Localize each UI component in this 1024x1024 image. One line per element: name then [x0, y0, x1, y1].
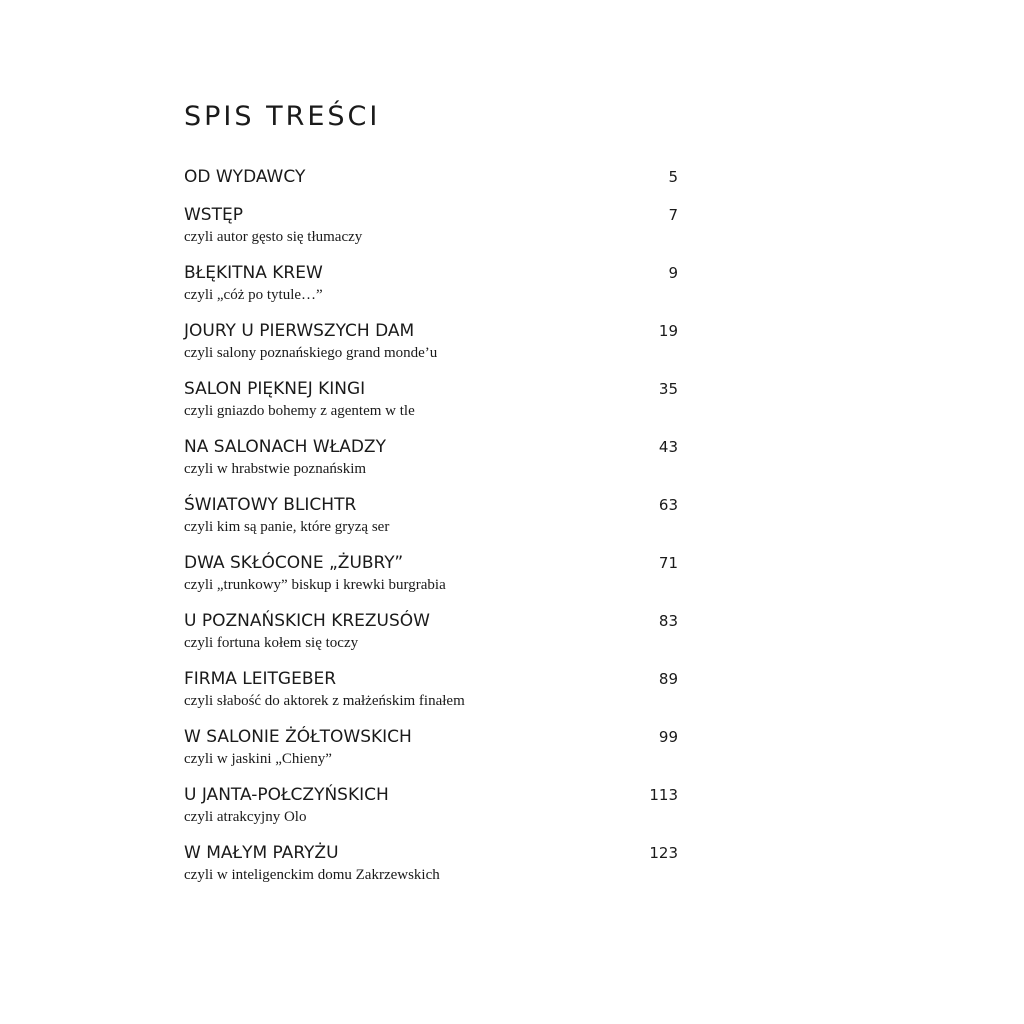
toc-entry[interactable]	[184, 552, 678, 610]
toc-entry-page-number: 123	[649, 844, 678, 862]
toc-entry-page-number: 43	[658, 438, 678, 456]
toc-entry-subtitle: czyli salony poznańskiego grand monde’u	[184, 345, 438, 361]
toc-entry-heading: NA SALONACH WŁADZY	[184, 437, 386, 457]
toc-entry-heading: W SALONIE ŻÓŁTOWSKICH	[184, 727, 412, 747]
toc-entry-subtitle: czyli w jaskini „Chieny”	[184, 751, 332, 767]
toc-entry-heading: ŚWIATOWY BLICHTR	[184, 495, 357, 515]
toc-entry-page-number: 19	[658, 322, 678, 340]
toc-entry[interactable]	[184, 320, 678, 378]
table-of-contents	[184, 166, 678, 900]
toc-entry-heading: W MAŁYM PARYŻU	[184, 843, 339, 863]
toc-entry[interactable]	[184, 668, 678, 726]
toc-entry-subtitle: czyli fortuna kołem się toczy	[184, 635, 359, 651]
toc-entry[interactable]	[184, 494, 678, 552]
toc-entry-page-number: 35	[658, 380, 678, 398]
toc-entry-page-number: 5	[668, 168, 678, 186]
toc-entry-heading: BŁĘKITNA KREW	[184, 263, 323, 283]
toc-entry[interactable]	[184, 262, 678, 320]
toc-entry-subtitle: czyli autor gęsto się tłumaczy	[184, 229, 363, 245]
toc-entry-subtitle: czyli atrakcyjny Olo	[184, 809, 307, 825]
toc-entry-heading: DWA SKŁÓCONE „ŻUBRY”	[184, 553, 404, 573]
toc-entry-page-number: 63	[658, 496, 678, 514]
toc-entry-page-number: 7	[668, 206, 678, 224]
toc-entry-page-number: 83	[658, 612, 678, 630]
toc-entry-subtitle: czyli słabość do aktorek z małżeńskim finałem	[184, 693, 465, 709]
toc-entry-subtitle: czyli w inteligenckim domu Zakrzewskich	[184, 867, 440, 883]
toc-entry-heading: U POZNAŃSKICH KREZUSÓW	[184, 611, 430, 631]
toc-entry[interactable]	[184, 204, 678, 262]
page-title: SPIS TREŚCI	[184, 101, 381, 132]
toc-entry[interactable]	[184, 726, 678, 784]
toc-entry-page-number: 71	[658, 554, 678, 572]
toc-entry-heading: U JANTA-POŁCZYŃSKICH	[184, 785, 389, 805]
toc-entry[interactable]	[184, 610, 678, 668]
toc-entry-subtitle: czyli gniazdo bohemy z agentem w tle	[184, 403, 415, 419]
toc-entry[interactable]	[184, 166, 678, 204]
toc-entry-subtitle: czyli „trunkowy” biskup i krewki burgrabia	[184, 577, 446, 593]
toc-entry-heading: SALON PIĘKNEJ KINGI	[184, 379, 366, 399]
toc-entry[interactable]	[184, 784, 678, 842]
toc-entry-page-number: 9	[668, 264, 678, 282]
toc-entry-subtitle: czyli „cóż po tytule…”	[184, 287, 323, 303]
toc-entry-heading: JOURY U PIERWSZYCH DAM	[184, 321, 415, 341]
toc-entry[interactable]	[184, 436, 678, 494]
toc-entry-heading: FIRMA LEITGEBER	[184, 669, 337, 689]
toc-entry-page-number: 99	[658, 728, 678, 746]
toc-entry-subtitle: czyli kim są panie, które gryzą ser	[184, 519, 390, 535]
toc-entry[interactable]	[184, 842, 678, 900]
toc-entry-page-number: 113	[649, 786, 678, 804]
toc-entry-heading: OD WYDAWCY	[184, 167, 306, 187]
toc-entry-heading: WSTĘP	[184, 205, 243, 225]
toc-entry-subtitle: czyli w hrabstwie poznańskim	[184, 461, 367, 477]
toc-entry[interactable]	[184, 378, 678, 436]
toc-entry-page-number: 89	[658, 670, 678, 688]
